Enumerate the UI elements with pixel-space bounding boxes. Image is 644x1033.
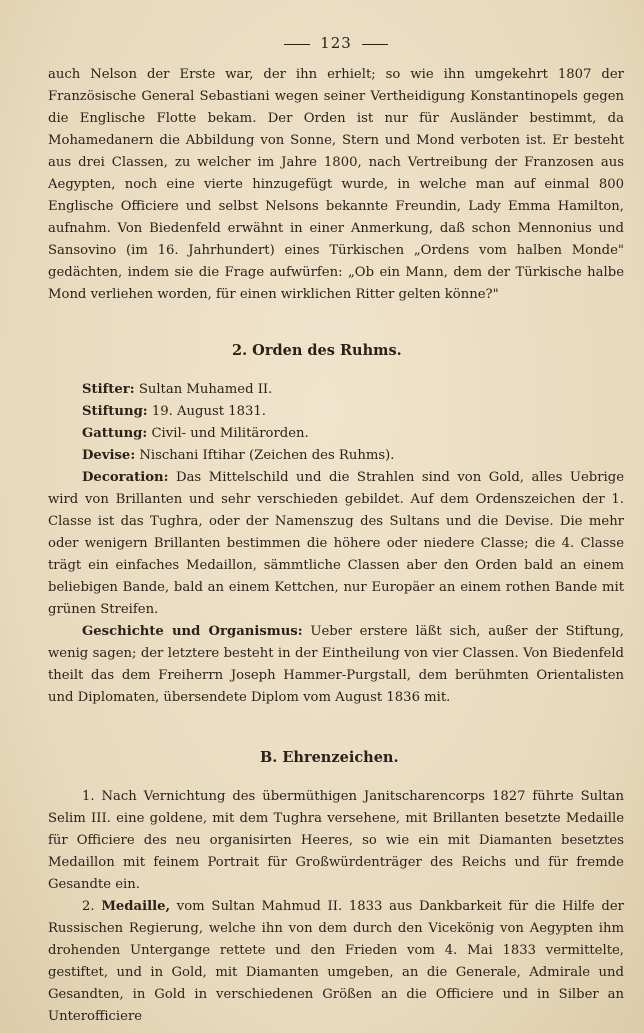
devise-line	[82, 445, 624, 467]
devise-label: Devise:	[82, 448, 136, 463]
item-2-value: vom Sultan Mahmud II. 1833 aus Dankbarkeit für die Hilfe der Russischen Regierung, welche ihn von dem durch den Vicekönig von Aegypten ihm drohenden Untergange rettete und den Frieden vom 4. Mai 1833 vermittelte, gestiftet, und in Gold, mit Diamanten umgeben, an die Generale, Admirale und Gesandten, in Gold in verschiedenen Größen an die Officiere und in Silber an Unterofficiere	[48, 899, 624, 1024]
stiftung-line	[82, 401, 624, 423]
devise-value: Nischani Iftihar (Zeichen des Ruhms).	[139, 448, 395, 463]
section-b-heading: B. Ehrenzeichen.	[260, 749, 399, 766]
intro-paragraph: auch Nelson der Erste war, der ihn erhielt; so wie ihn umgekehrt 1807 der Französische General Sebastiani wegen seiner Vertheidigung Konstantinopels gegen die Englische Flotte bekam. Der Orden ist nur für Ausländer bestimmt, da Mohamedanern die Abbildung von Sonne, Stern und Mond verboten ist. Er besteht aus drei Classen, zu welcher im Jahre 1800, nach Vertreibung der Franzosen aus Aegypten, noch eine vierte hinzugefügt wurde, in welche man auf einmal 800 Englische Officiere und selbst Nelsons bekannte Freundin, Lady Emma Hamilton, aufnahm. Von Biedenfeld erwähnt in einer Anmerkung, daß schon Mennonius und Sansovino (im 16. Jahrhundert) eines Türkischen „Ordens vom halben Monde" gedächten, indem sie die Frage aufwürfen: „Ob ein Mann, dem der Türkische halbe Mond verliehen worden, für einen wirklichen Ritter gelten könne?"	[48, 67, 624, 302]
item-2-label: Medaille,	[101, 899, 171, 914]
page-number-text: 123	[320, 34, 352, 52]
stifter-line	[82, 379, 624, 401]
stiftung-value: 19. August 1831.	[151, 404, 266, 419]
geschichte-value: Ueber erstere läßt sich, außer der Stiftung, wenig sagen; der letztere besteht in der Eintheilung von vier Classen. Von Biedenfeld theilt das dem Freiherrn Joseph Hammer-Purgstall, dem berühmten Orientalisten und Diplomaten, übersendete Diplom vom August 1836 mit.	[48, 624, 624, 705]
gattung-value: Civil- und Militärorden.	[151, 426, 309, 441]
left-dash	[284, 44, 310, 45]
decoration-paragraph	[48, 467, 624, 621]
gattung-line	[82, 423, 624, 445]
gattung-label: Gattung:	[82, 426, 148, 441]
decoration-value: Das Mittelschild und die Strahlen sind von Gold, alles Uebrige wird von Brillanten und sehr verschieden gebildet. Auf dem Ordenszeichen der 1. Classe ist das Tughra, oder der Namenszug des Sultans und die Devise. Die mehr oder wenigern Brillanten bestimmen die höhere oder niedere Classe; die 4. Classe trägt ein einfaches Medaillon, sämmtliche Classen aber den Orden bald an einem beliebigen Bande, bald an einem Kettchen, nur Europäer an einem rothen Bande mit grünen Streifen.	[48, 470, 624, 617]
stiftung-label: Stiftung:	[82, 404, 148, 419]
geschichte-label: Geschichte und Organismus:	[82, 624, 303, 639]
stifter-value: Sultan Muhamed II.	[138, 382, 273, 397]
page-number	[48, 34, 624, 52]
stifter-label: Stifter:	[82, 382, 135, 397]
section-2-heading: 2. Orden des Ruhms.	[232, 342, 402, 359]
geschichte-paragraph	[48, 621, 624, 709]
item-2-number: 2.	[82, 899, 95, 914]
item-2-paragraph	[48, 896, 624, 1028]
item-1-paragraph: 1. Nach Vernichtung des übermüthigen Janitscharencorps 1827 führte Sultan Selim III. eine goldene, mit dem Tughra versehene, mit Brillanten besetzte Medaille für Officiere des neu organisirten Heeres, so wie ein mit Diamanten besetztes Medaillon mit feinem Portrait für Großwürdenträger des Reichs und für fremde Gesandte ein.	[48, 789, 624, 892]
decoration-label: Decoration:	[82, 470, 169, 485]
right-dash	[362, 44, 388, 45]
